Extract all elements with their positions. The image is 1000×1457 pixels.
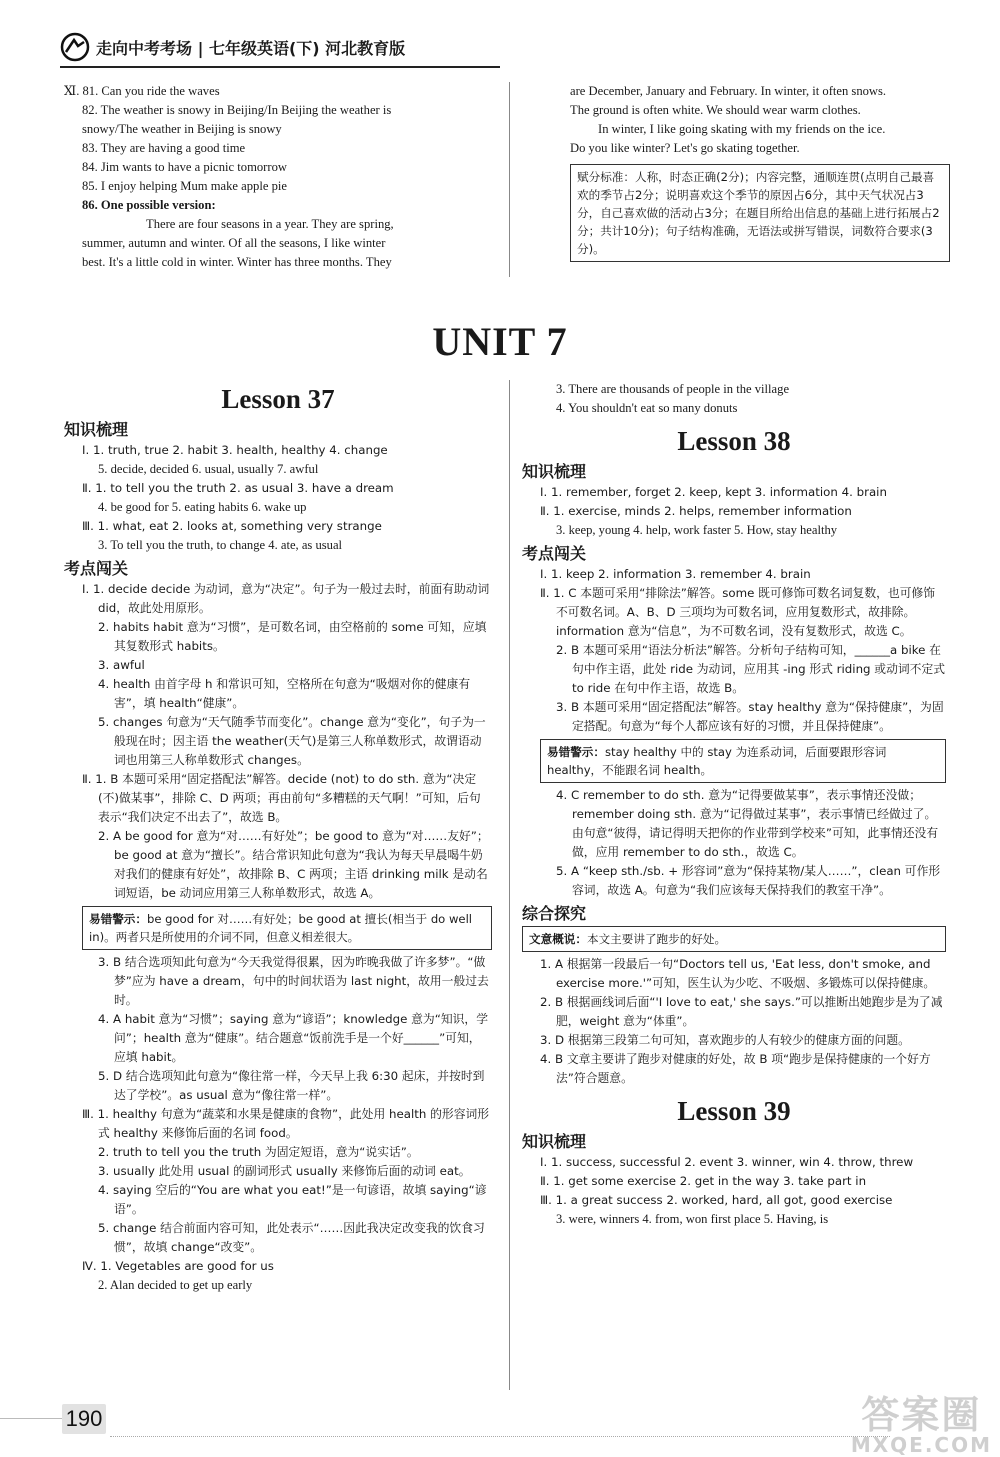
lesson-title: Lesson 38 xyxy=(677,426,791,456)
essay-line: summer, autumn and winter. Of all the seasons, I like winter xyxy=(82,236,386,250)
section-heading: 知识梳理 xyxy=(522,1132,587,1151)
answer-item: Ⅱ. 1. C 本题可采用“排除法”解答。some 既可修饰可数名词复数，也可修饰不可数名词。A、B、D 三项均为可数名词，应用复数形式，故排除。information 意为“信息”，为不可数名词，没有复数形式，故选 C。 xyxy=(540,586,936,638)
lesson-title: Lesson 39 xyxy=(677,1096,791,1126)
section-heading: 考点闯关 xyxy=(64,559,129,578)
answer-item: Ⅰ. 1. success, successful 2. event 3. winner, win 4. throw, threw xyxy=(540,1155,914,1169)
essay-line: best. It's a little cold in winter. Winter has three months. They xyxy=(82,255,392,269)
answer-item: 4. C remember to do sth. 意为“记得要做某事”，表示事情还没做；remember doing sth. 意为“记得做过某事”，表示事情已经做过了。由句意“彼得，请记得明天把你的作业带到学校来”可知，此事情还没有做，应用 remember to do sth.，故选 C。 xyxy=(556,788,939,859)
answer-item: 5. D 结合选项知此句意为“像往常一样，今天早上我 6:30 起床，并按时到达了学校”。as usual 意为“像往常一样”。 xyxy=(98,1069,485,1102)
footer-rule xyxy=(110,1436,890,1437)
answer-item: 4. saying 空后的“You are what you eat!”是一句谚语，故填 saying“谚语”。 xyxy=(98,1183,487,1216)
answer-item: 5. A “keep sth./sb. + 形容词”意为“保持某物/某人……”，clean 可作形容词，故选 A。句意为“我们应该每天保持我们的教室干净”。 xyxy=(556,864,941,897)
answer-item: Ⅲ. 1. a great success 2. worked, hard, all got, good exercise xyxy=(540,1193,893,1207)
answer-item: Ⅱ. 1. B 本题可采用“固定搭配法”解答。decide (not) to do sth. 意为“决定(不)做某事”，排除 C、D 两项；再由前句“多糟糕的天气啊！”可知，后句表示“我们决定不出去了”，故选 B。 xyxy=(82,772,481,824)
answer-item: 1. A 根据第一段最后一句“Doctors tell us, 'Eat less, don't smoke, and exercise more.'”可知，医生认为少吃、不吸烟、多锻炼可以保持健康。 xyxy=(540,957,936,990)
answer-item: 2. Alan decided to get up early xyxy=(98,1278,253,1292)
left-column xyxy=(64,376,492,1295)
score-box xyxy=(570,164,950,262)
tip-text: 本文主要讲了跑步的好处。 xyxy=(586,932,727,946)
section-heading: 考点闯关 xyxy=(522,544,587,563)
answer-item: 3. B 本题可采用“固定搭配法”解答。stay healthy 意为“保持健康”，为固定搭配。句意为“每个人都应该有好的习惯，并且保持健康”。 xyxy=(556,700,944,733)
watermark xyxy=(851,1395,992,1455)
page-number: 190 xyxy=(62,1404,106,1434)
top-left-answers xyxy=(64,82,492,272)
essay-line: The ground is often white. We should wear warm clothes. xyxy=(570,103,861,117)
answer-item: Ⅱ. 1. exercise, minds 2. helps, remember information xyxy=(540,504,852,518)
right-column xyxy=(522,380,946,1229)
essay-line: Do you like winter? Let's go skating together. xyxy=(570,141,800,155)
answer-item: 4. You shouldn't eat so many donuts xyxy=(556,401,738,415)
answer-item: 3. B 结合选项知此句意为“今天我觉得很累，因为昨晚我做了许多梦”。“做梦”应为 have a dream，句中的时间状语为 last night，故用一般过去时。 xyxy=(98,955,489,1007)
column-divider xyxy=(509,380,510,1390)
essay-line: are December, January and February. In winter, it often snows. xyxy=(570,84,887,98)
answer-line: snowy/The weather in Beijing is snowy xyxy=(82,122,282,136)
tip-text: stay healthy 中的 stay 为连系动词，后面要跟形容词 healthy，不能跟名词 health。 xyxy=(547,745,887,777)
answer-item: Ⅰ. 1. remember, forget 2. keep, kept 3. information 4. brain xyxy=(540,485,887,499)
tip-label: 易错警示： xyxy=(89,912,147,926)
answer-item: 3. There are thousands of people in the village xyxy=(556,382,790,396)
page-header xyxy=(60,30,940,64)
answer-item: Ⅱ. 1. get some exercise 2. get in the way 3. take part in xyxy=(540,1174,867,1188)
answer-line: 84. Jim wants to have a picnic tomorrow xyxy=(82,160,287,174)
answer-item: Ⅰ. 1. truth, true 2. habit 3. health, healthy 4. change xyxy=(82,443,388,457)
answer-item: 4. B 文章主要讲了跑步对健康的好处，故 B 项“跑步是保持健康的一个好方法”符合题意。 xyxy=(540,1052,931,1085)
answer-item: 3. usually 此处用 usual 的副词形式 usually 来修饰后面的动词 eat。 xyxy=(98,1164,471,1178)
answer-item: 3. To tell you the truth, to change 4. ate, as usual xyxy=(98,538,343,552)
answer-item: 2. B 本题可采用“语法分析法”解答。分析句子结构可知，______a bike 在句中作主语，此处 ride 为动词，应用其 -ing 形式 riding 或动词不定式 to ride 在句中作主语，故选 B。 xyxy=(556,643,946,695)
answer-item: Ⅰ. 1. keep 2. information 3. remember 4. brain xyxy=(540,567,811,581)
book-logo-icon xyxy=(60,32,90,62)
answer-item: 2. habits habit 意为“习惯”，是可数名词，由空格前的 some 可知，应填其复数形式 habits。 xyxy=(98,620,487,653)
answer-line: 86. One possible version: xyxy=(82,198,216,212)
section-heading: 知识梳理 xyxy=(64,420,129,439)
answer-line: 82. The weather is snowy in Beijing/In Beijing the weather is xyxy=(82,103,392,117)
unit-title: UNIT 7 xyxy=(432,319,568,364)
answer-item: Ⅳ. 1. Vegetables are good for us xyxy=(82,1259,274,1273)
answer-item: 3. D 根据第三段第二句可知，喜欢跑步的人有较少的健康方面的问题。 xyxy=(540,1033,910,1047)
tip-text: be good for 对……有好处；be good at 擅长(相当于 do well in)。两者只是所使用的介词不同，但意义相差很大。 xyxy=(89,912,473,944)
page-number-bar xyxy=(0,1418,62,1419)
answer-item: Ⅰ. 1. decide decide 为动词，意为“决定”。句子为一般过去时，前面有助动词 did，故此处用原形。 xyxy=(82,582,490,615)
tip-box xyxy=(540,739,946,783)
answer-line: 83. They are having a good time xyxy=(82,141,246,155)
answer-item: 3. keep, young 4. help, work faster 5. How, stay healthy xyxy=(556,523,838,537)
answer-item: 5. changes 句意为“天气随季节而变化”。change 意为“变化”，句子为一般现在时；因主语 the weather(天气)是第三人称单数形式，故谓语动词也用第三人称单数形式 changes。 xyxy=(98,715,486,767)
tip-label: 易错警示： xyxy=(547,745,605,759)
essay-line: There are four seasons in a year. They are spring, xyxy=(146,217,394,231)
top-right-essay xyxy=(570,82,950,265)
answer-item: Ⅱ. 1. to tell you the truth 2. as usual 3. have a dream xyxy=(82,481,394,495)
answer-item: 3. were, winners 4. from, won first place 5. Having, is xyxy=(556,1212,829,1226)
tip-label: 文意概说： xyxy=(529,932,587,946)
header-title: 走向中考考场 | 七年级英语(下) 河北教育版 xyxy=(96,39,406,58)
answer-line: Ⅺ. 81. Can you ride the waves xyxy=(64,84,220,98)
answer-item: 4. be good for 5. eating habits 6. wake up xyxy=(98,500,307,514)
answer-item: 4. health 由首字母 h 和常识可知，空格所在句意为“吸烟对你的健康有害”，填 health“健康”。 xyxy=(98,677,471,710)
answer-item: 2. A be good for 意为“对……有好处”；be good to 意为“对……友好”；be good at 意为“擅长”。结合常识知此句意为“我认为每天早晨喝牛奶对我们的健康有好处”，故排除 B、C 两项；主语 drinking milk 是动名词短语，be 动词应用第三人称单数形式，故选 A。 xyxy=(98,829,489,900)
answer-item: 5. decide, decided 6. usual, usually 7. awful xyxy=(98,462,319,476)
tip-box xyxy=(522,926,946,952)
section-heading: 综合探究 xyxy=(522,904,587,923)
tip-box xyxy=(82,906,492,950)
answer-line: 85. I enjoy helping Mum make apple pie xyxy=(82,179,287,193)
answer-item: 5. change 结合前面内容可知，此处表示“……因此我决定改变我的饮食习惯”，故填 change“改变”。 xyxy=(98,1221,485,1254)
section-heading: 知识梳理 xyxy=(522,462,587,481)
watermark-top: 答案圈 xyxy=(861,1393,982,1437)
score-box-text: 赋分标准：人称，时态正确(2分)；内容完整，通顺连贯(点明自己最喜欢的季节占2分；说明喜欢这个季节的原因占6分，其中天气状况占3分，自己喜欢做的活动占3分；在题目所给出信息的基础上进行拓展占2分；共计10分)；句子结构准确，无语法或拼写错误，词数符合要求(3分)。 xyxy=(577,170,940,256)
header-rule xyxy=(60,66,500,68)
answer-item: 3. awful xyxy=(98,658,145,672)
column-divider xyxy=(509,82,510,277)
answer-item: 2. B 根据画线词后面“'I love to eat,' she says.”可以推断出她跑步是为了减肥，weight 意为“体重”。 xyxy=(540,995,943,1028)
answer-item: 2. truth to tell you the truth 为固定短语，意为“说实话”。 xyxy=(98,1145,419,1159)
answer-item: Ⅲ. 1. healthy 句意为“蔬菜和水果是健康的食物”，此处用 health 的形容词形式 healthy 来修饰后面的名词 food。 xyxy=(82,1107,490,1140)
essay-line: In winter, I like going skating with my friends on the ice. xyxy=(598,122,886,136)
lesson-title: Lesson 37 xyxy=(221,384,335,414)
answer-item: 4. A habit 意为“习惯”；saying 意为“谚语”；knowledge 意为“知识，学问”；health 意为“健康”。结合题意“饭前洗手是一个好______”可知，应填 habit。 xyxy=(98,1012,489,1064)
answer-item: Ⅲ. 1. what, eat 2. looks at, something very strange xyxy=(82,519,382,533)
watermark-bottom: MXQE.COM xyxy=(850,1433,992,1457)
